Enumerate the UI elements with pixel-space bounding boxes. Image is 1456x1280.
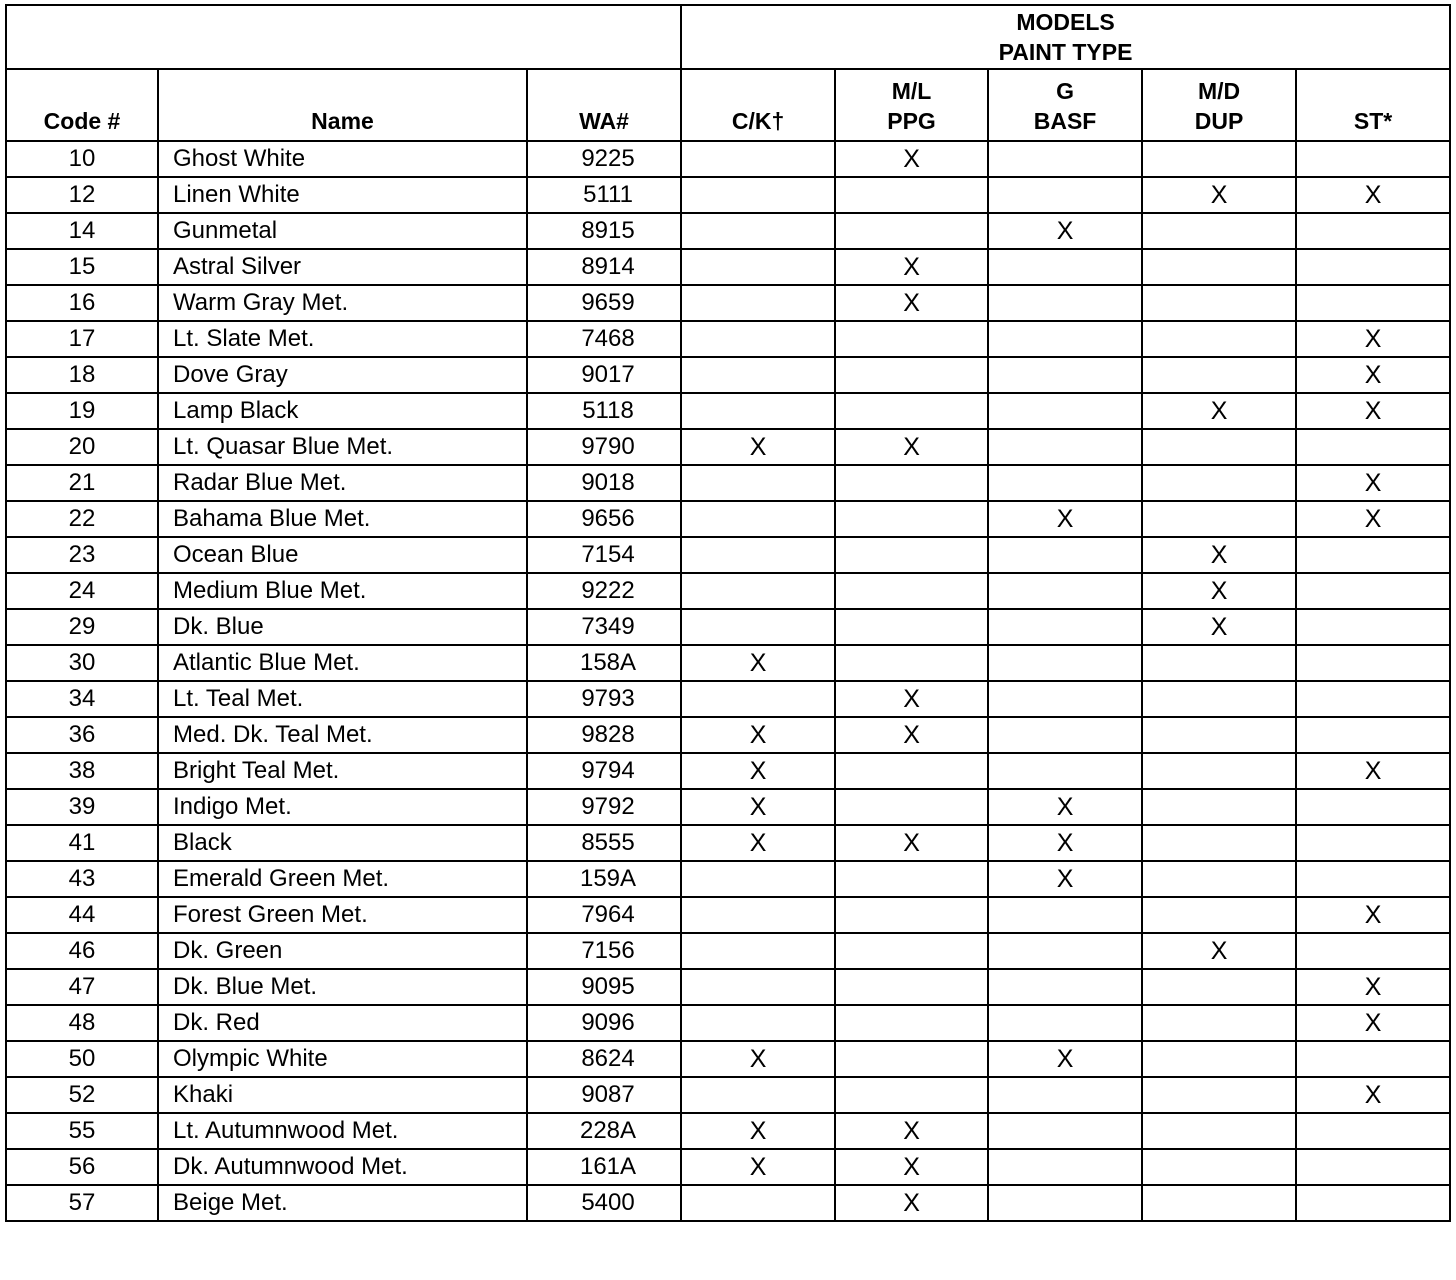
ck-mark-cell: X <box>681 717 835 753</box>
code-cell: 48 <box>6 1005 158 1041</box>
st-mark-cell <box>1296 717 1450 753</box>
column-header-wa: WA# <box>527 69 681 141</box>
md-mark-cell <box>1142 213 1296 249</box>
wa-cell: 161A <box>527 1149 681 1185</box>
wa-cell: 9656 <box>527 501 681 537</box>
md-mark-cell <box>1142 321 1296 357</box>
g-mark-cell: X <box>988 1041 1142 1077</box>
g-mark-cell <box>988 1077 1142 1113</box>
wa-cell: 5400 <box>527 1185 681 1221</box>
ml-mark-cell <box>835 465 988 501</box>
st-mark-cell: X <box>1296 969 1450 1005</box>
md-mark-cell <box>1142 825 1296 861</box>
st-mark-cell <box>1296 933 1450 969</box>
wa-cell: 9095 <box>527 969 681 1005</box>
wa-cell: 9828 <box>527 717 681 753</box>
code-cell: 41 <box>6 825 158 861</box>
g-mark-cell <box>988 681 1142 717</box>
ck-mark-cell <box>681 861 835 897</box>
table-row <box>6 609 1450 645</box>
code-cell: 55 <box>6 1113 158 1149</box>
g-mark-cell <box>988 1005 1142 1041</box>
g-mark-cell <box>988 573 1142 609</box>
code-cell: 10 <box>6 141 158 177</box>
table-row <box>6 1005 1450 1041</box>
st-mark-cell: X <box>1296 753 1450 789</box>
ml-mark-cell <box>835 609 988 645</box>
table-row <box>6 681 1450 717</box>
wa-cell: 5111 <box>527 177 681 213</box>
g-mark-cell <box>988 933 1142 969</box>
code-cell: 23 <box>6 537 158 573</box>
name-cell: Khaki <box>158 1077 527 1113</box>
ck-mark-cell: X <box>681 753 835 789</box>
md-mark-cell <box>1142 1041 1296 1077</box>
st-mark-cell: X <box>1296 897 1450 933</box>
ml-mark-cell <box>835 1077 988 1113</box>
paint-code-table <box>5 4 1451 1222</box>
ml-mark-cell: X <box>835 825 988 861</box>
g-mark-cell <box>988 249 1142 285</box>
ck-mark-cell: X <box>681 1113 835 1149</box>
g-mark-cell <box>988 1113 1142 1149</box>
g-mark-cell <box>988 465 1142 501</box>
code-cell: 24 <box>6 573 158 609</box>
wa-cell: 8914 <box>527 249 681 285</box>
table-row <box>6 573 1450 609</box>
ml-mark-cell <box>835 897 988 933</box>
table-row <box>6 933 1450 969</box>
code-cell: 39 <box>6 789 158 825</box>
code-cell: 30 <box>6 645 158 681</box>
wa-cell: 158A <box>527 645 681 681</box>
table-row <box>6 429 1450 465</box>
md-mark-cell <box>1142 897 1296 933</box>
ml-mark-cell: X <box>835 285 988 321</box>
ml-mark-cell <box>835 321 988 357</box>
g-mark-cell <box>988 897 1142 933</box>
ml-mark-cell: X <box>835 249 988 285</box>
st-mark-cell <box>1296 645 1450 681</box>
ck-mark-cell <box>681 141 835 177</box>
table-row <box>6 1149 1450 1185</box>
g-mark-cell <box>988 321 1142 357</box>
code-cell: 17 <box>6 321 158 357</box>
md-mark-cell: X <box>1142 609 1296 645</box>
code-cell: 43 <box>6 861 158 897</box>
md-mark-cell <box>1142 285 1296 321</box>
table-row <box>6 753 1450 789</box>
md-mark-cell: X <box>1142 573 1296 609</box>
name-cell: Warm Gray Met. <box>158 285 527 321</box>
name-cell: Emerald Green Met. <box>158 861 527 897</box>
paint-type-title: PAINT TYPE <box>998 39 1133 65</box>
ml-mark-cell <box>835 357 988 393</box>
table-body <box>6 141 1450 1221</box>
ck-mark-cell <box>681 1077 835 1113</box>
wa-cell: 9017 <box>527 357 681 393</box>
header-models-cell <box>681 5 1450 69</box>
st-mark-cell <box>1296 141 1450 177</box>
ml-mark-cell <box>835 537 988 573</box>
md-mark-cell: X <box>1142 537 1296 573</box>
ml-mark-cell: X <box>835 681 988 717</box>
wa-cell: 159A <box>527 861 681 897</box>
ml-mark-cell <box>835 861 988 897</box>
table-row <box>6 861 1450 897</box>
g-mark-cell <box>988 753 1142 789</box>
md-mark-cell <box>1142 645 1296 681</box>
md-mark-cell <box>1142 861 1296 897</box>
g-mark-cell <box>988 357 1142 393</box>
name-cell: Medium Blue Met. <box>158 573 527 609</box>
ck-mark-cell: X <box>681 789 835 825</box>
table-row <box>6 1077 1450 1113</box>
wa-cell: 9794 <box>527 753 681 789</box>
wa-cell: 8555 <box>527 825 681 861</box>
header-blank-cell <box>6 5 681 69</box>
ck-mark-cell <box>681 1185 835 1221</box>
name-cell: Lt. Autumnwood Met. <box>158 1113 527 1149</box>
ml-mark-cell <box>835 1041 988 1077</box>
st-mark-cell <box>1296 213 1450 249</box>
wa-cell: 5118 <box>527 393 681 429</box>
name-cell: Lt. Teal Met. <box>158 681 527 717</box>
table-row <box>6 645 1450 681</box>
table-row <box>6 357 1450 393</box>
st-mark-cell <box>1296 681 1450 717</box>
md-mark-cell <box>1142 753 1296 789</box>
ck-mark-cell <box>681 609 835 645</box>
ck-mark-cell <box>681 213 835 249</box>
code-cell: 52 <box>6 1077 158 1113</box>
code-cell: 16 <box>6 285 158 321</box>
st-mark-cell <box>1296 789 1450 825</box>
ck-mark-cell <box>681 1005 835 1041</box>
ck-mark-cell <box>681 681 835 717</box>
st-mark-cell <box>1296 537 1450 573</box>
name-cell: Atlantic Blue Met. <box>158 645 527 681</box>
code-cell: 46 <box>6 933 158 969</box>
table-row <box>6 213 1450 249</box>
ml-mark-cell: X <box>835 1185 988 1221</box>
table-row <box>6 537 1450 573</box>
name-cell: Dk. Green <box>158 933 527 969</box>
md-mark-cell <box>1142 1149 1296 1185</box>
name-cell: Bahama Blue Met. <box>158 501 527 537</box>
wa-cell: 9790 <box>527 429 681 465</box>
header-row-models <box>6 5 1450 69</box>
table-row <box>6 249 1450 285</box>
code-cell: 56 <box>6 1149 158 1185</box>
ml-mark-cell <box>835 573 988 609</box>
code-cell: 50 <box>6 1041 158 1077</box>
md-mark-cell: X <box>1142 393 1296 429</box>
ck-mark-cell: X <box>681 825 835 861</box>
ck-mark-cell <box>681 465 835 501</box>
g-mark-cell <box>988 429 1142 465</box>
md-mark-cell <box>1142 1185 1296 1221</box>
ml-mark-cell <box>835 213 988 249</box>
ck-mark-cell <box>681 501 835 537</box>
code-cell: 34 <box>6 681 158 717</box>
code-cell: 47 <box>6 969 158 1005</box>
g-mark-cell <box>988 393 1142 429</box>
wa-cell: 9792 <box>527 789 681 825</box>
g-mark-cell <box>988 1185 1142 1221</box>
ck-mark-cell <box>681 933 835 969</box>
code-cell: 14 <box>6 213 158 249</box>
st-mark-cell: X <box>1296 321 1450 357</box>
wa-cell: 8915 <box>527 213 681 249</box>
wa-cell: 9018 <box>527 465 681 501</box>
st-mark-cell: X <box>1296 1005 1450 1041</box>
wa-cell: 9087 <box>527 1077 681 1113</box>
code-cell: 44 <box>6 897 158 933</box>
table-row <box>6 177 1450 213</box>
g-mark-cell: X <box>988 213 1142 249</box>
st-mark-cell <box>1296 429 1450 465</box>
ck-mark-cell <box>681 969 835 1005</box>
name-cell: Dk. Autumnwood Met. <box>158 1149 527 1185</box>
st-mark-cell <box>1296 573 1450 609</box>
wa-cell: 9222 <box>527 573 681 609</box>
st-mark-cell <box>1296 609 1450 645</box>
wa-cell: 8624 <box>527 1041 681 1077</box>
md-mark-cell <box>1142 969 1296 1005</box>
name-cell: Bright Teal Met. <box>158 753 527 789</box>
g-mark-cell <box>988 645 1142 681</box>
column-header-ck: C/K† <box>681 69 835 141</box>
g-mark-cell <box>988 177 1142 213</box>
code-cell: 20 <box>6 429 158 465</box>
table-row <box>6 825 1450 861</box>
table-row <box>6 897 1450 933</box>
ck-mark-cell <box>681 393 835 429</box>
md-mark-cell <box>1142 1113 1296 1149</box>
ck-mark-cell: X <box>681 429 835 465</box>
name-cell: Ocean Blue <box>158 537 527 573</box>
name-cell: Lamp Black <box>158 393 527 429</box>
g-mark-cell <box>988 1149 1142 1185</box>
ml-mark-cell: X <box>835 1113 988 1149</box>
g-mark-cell <box>988 285 1142 321</box>
code-cell: 18 <box>6 357 158 393</box>
name-cell: Dk. Red <box>158 1005 527 1041</box>
st-mark-cell <box>1296 249 1450 285</box>
st-mark-cell <box>1296 285 1450 321</box>
name-cell: Lt. Quasar Blue Met. <box>158 429 527 465</box>
st-mark-cell <box>1296 1041 1450 1077</box>
name-cell: Beige Met. <box>158 1185 527 1221</box>
ml-mark-cell <box>835 1005 988 1041</box>
ck-mark-cell <box>681 249 835 285</box>
ck-mark-cell <box>681 537 835 573</box>
ml-mark-cell <box>835 789 988 825</box>
ck-mark-cell <box>681 357 835 393</box>
st-mark-cell: X <box>1296 501 1450 537</box>
name-cell: Gunmetal <box>158 213 527 249</box>
md-mark-cell <box>1142 789 1296 825</box>
column-header-g: G BASF <box>988 69 1142 141</box>
name-cell: Astral Silver <box>158 249 527 285</box>
wa-cell: 7468 <box>527 321 681 357</box>
ck-mark-cell: X <box>681 1149 835 1185</box>
st-mark-cell <box>1296 861 1450 897</box>
ml-mark-cell <box>835 645 988 681</box>
g-mark-cell <box>988 969 1142 1005</box>
md-mark-cell <box>1142 1005 1296 1041</box>
st-mark-cell: X <box>1296 177 1450 213</box>
table-row <box>6 1185 1450 1221</box>
table-row <box>6 465 1450 501</box>
table-row <box>6 285 1450 321</box>
table-row <box>6 717 1450 753</box>
ml-mark-cell: X <box>835 1149 988 1185</box>
code-cell: 38 <box>6 753 158 789</box>
st-mark-cell <box>1296 1149 1450 1185</box>
st-mark-cell <box>1296 825 1450 861</box>
wa-cell: 7154 <box>527 537 681 573</box>
models-title: MODELS <box>1016 9 1115 35</box>
g-mark-cell: X <box>988 861 1142 897</box>
st-mark-cell: X <box>1296 1077 1450 1113</box>
ml-mark-cell <box>835 969 988 1005</box>
wa-cell: 9659 <box>527 285 681 321</box>
column-header-st: ST* <box>1296 69 1450 141</box>
name-cell: Med. Dk. Teal Met. <box>158 717 527 753</box>
ml-mark-cell <box>835 933 988 969</box>
table-row <box>6 1041 1450 1077</box>
ml-mark-cell <box>835 753 988 789</box>
wa-cell: 7964 <box>527 897 681 933</box>
g-mark-cell <box>988 609 1142 645</box>
md-mark-cell: X <box>1142 177 1296 213</box>
ck-mark-cell <box>681 285 835 321</box>
ck-mark-cell: X <box>681 1041 835 1077</box>
ml-mark-cell: X <box>835 429 988 465</box>
header-row-columns <box>6 69 1450 141</box>
md-mark-cell <box>1142 717 1296 753</box>
code-cell: 57 <box>6 1185 158 1221</box>
md-mark-cell <box>1142 249 1296 285</box>
md-mark-cell <box>1142 465 1296 501</box>
st-mark-cell <box>1296 1113 1450 1149</box>
code-cell: 29 <box>6 609 158 645</box>
code-cell: 12 <box>6 177 158 213</box>
g-mark-cell <box>988 717 1142 753</box>
code-cell: 36 <box>6 717 158 753</box>
wa-cell: 7156 <box>527 933 681 969</box>
ck-mark-cell: X <box>681 645 835 681</box>
name-cell: Olympic White <box>158 1041 527 1077</box>
md-mark-cell <box>1142 681 1296 717</box>
ck-mark-cell <box>681 321 835 357</box>
md-mark-cell <box>1142 429 1296 465</box>
md-mark-cell <box>1142 357 1296 393</box>
wa-cell: 9225 <box>527 141 681 177</box>
table-row <box>6 1113 1450 1149</box>
ml-mark-cell: X <box>835 717 988 753</box>
g-mark-cell <box>988 537 1142 573</box>
name-cell: Forest Green Met. <box>158 897 527 933</box>
ml-mark-cell <box>835 177 988 213</box>
name-cell: Dk. Blue <box>158 609 527 645</box>
ml-mark-cell: X <box>835 141 988 177</box>
code-cell: 22 <box>6 501 158 537</box>
ck-mark-cell <box>681 177 835 213</box>
md-mark-cell: X <box>1142 933 1296 969</box>
ml-mark-cell <box>835 501 988 537</box>
wa-cell: 7349 <box>527 609 681 645</box>
md-mark-cell <box>1142 501 1296 537</box>
column-header-code: Code # <box>6 69 158 141</box>
name-cell: Radar Blue Met. <box>158 465 527 501</box>
st-mark-cell: X <box>1296 357 1450 393</box>
name-cell: Black <box>158 825 527 861</box>
wa-cell: 9096 <box>527 1005 681 1041</box>
wa-cell: 9793 <box>527 681 681 717</box>
st-mark-cell: X <box>1296 465 1450 501</box>
name-cell: Ghost White <box>158 141 527 177</box>
ml-mark-cell <box>835 393 988 429</box>
g-mark-cell <box>988 141 1142 177</box>
name-cell: Dk. Blue Met. <box>158 969 527 1005</box>
name-cell: Lt. Slate Met. <box>158 321 527 357</box>
table-row <box>6 501 1450 537</box>
table-row <box>6 321 1450 357</box>
g-mark-cell: X <box>988 789 1142 825</box>
column-header-ml: M/L PPG <box>835 69 988 141</box>
table-row <box>6 141 1450 177</box>
ck-mark-cell <box>681 573 835 609</box>
column-header-md: M/D DUP <box>1142 69 1296 141</box>
name-cell: Linen White <box>158 177 527 213</box>
g-mark-cell: X <box>988 501 1142 537</box>
column-header-name: Name <box>158 69 527 141</box>
ck-mark-cell <box>681 897 835 933</box>
table-row <box>6 393 1450 429</box>
code-cell: 15 <box>6 249 158 285</box>
st-mark-cell: X <box>1296 393 1450 429</box>
md-mark-cell <box>1142 1077 1296 1113</box>
code-cell: 21 <box>6 465 158 501</box>
g-mark-cell: X <box>988 825 1142 861</box>
md-mark-cell <box>1142 141 1296 177</box>
st-mark-cell <box>1296 1185 1450 1221</box>
name-cell: Dove Gray <box>158 357 527 393</box>
wa-cell: 228A <box>527 1113 681 1149</box>
code-cell: 19 <box>6 393 158 429</box>
name-cell: Indigo Met. <box>158 789 527 825</box>
table-row <box>6 969 1450 1005</box>
table-row <box>6 789 1450 825</box>
